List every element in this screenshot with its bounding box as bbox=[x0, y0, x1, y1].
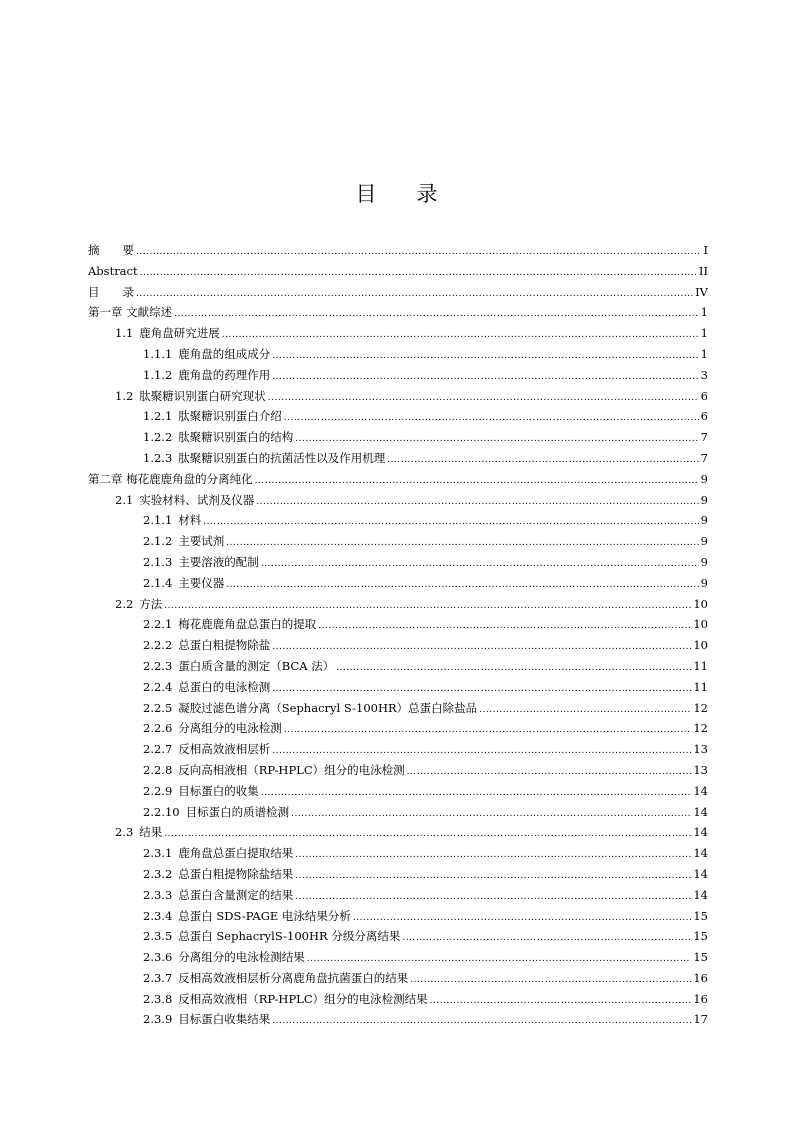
toc-dot-leader bbox=[174, 304, 699, 325]
toc-page-number: IV bbox=[695, 284, 708, 299]
toc-entry-title: 第一章 文献综述 bbox=[88, 305, 173, 320]
toc-dot-leader bbox=[353, 908, 691, 929]
toc-entry[interactable] bbox=[88, 718, 708, 739]
toc-page-number: 14 bbox=[693, 825, 708, 840]
toc-entry-number: 1.1.1 bbox=[143, 346, 173, 361]
toc-entry-title: 目标蛋白的质谱检测 bbox=[185, 804, 290, 819]
toc-entry-title: 分离组分的电泳检测结果 bbox=[178, 950, 305, 965]
toc-entry[interactable] bbox=[88, 906, 708, 927]
toc-entry[interactable] bbox=[88, 656, 708, 677]
toc-entry-number: 2.2.8 bbox=[143, 762, 173, 777]
toc-entry-number: 2.3.1 bbox=[143, 846, 173, 861]
toc-entry-title: 主要溶液的配制 bbox=[178, 554, 259, 569]
toc-page-number: 10 bbox=[693, 638, 708, 653]
toc-entry[interactable] bbox=[88, 822, 708, 843]
toc-entry[interactable] bbox=[88, 698, 708, 719]
toc-entry[interactable] bbox=[88, 406, 708, 427]
toc-entry[interactable] bbox=[88, 843, 708, 864]
toc-entry[interactable] bbox=[88, 989, 708, 1010]
toc-entry-title: 目标蛋白收集结果 bbox=[178, 1012, 271, 1027]
toc-entry[interactable] bbox=[88, 531, 708, 552]
toc-entry[interactable] bbox=[88, 885, 708, 906]
toc-dot-leader bbox=[272, 741, 691, 762]
toc-entry-number: 2.2.5 bbox=[143, 700, 173, 715]
toc-entry-number: 1.2.3 bbox=[143, 450, 173, 465]
toc-entry-number: 2.3.2 bbox=[143, 866, 173, 881]
toc-entry-title: 总蛋白 SDS-PAGE 电泳结果分析 bbox=[178, 908, 351, 923]
toc-entry-number: 2.2.2 bbox=[143, 638, 173, 653]
toc-entry[interactable] bbox=[88, 614, 708, 635]
toc-entry[interactable] bbox=[88, 469, 708, 490]
toc-entry-title: 肽聚糖识别蛋白的抗菌活性以及作用机理 bbox=[178, 450, 386, 465]
toc-entry[interactable] bbox=[88, 760, 708, 781]
toc-entry-title: 肽聚糖识别蛋白研究现状 bbox=[139, 388, 266, 403]
toc-dot-leader bbox=[226, 533, 698, 554]
toc-dot-leader bbox=[226, 575, 698, 596]
toc-page-number: 1 bbox=[700, 346, 708, 361]
toc-page-number: 16 bbox=[693, 991, 708, 1006]
toc-page-number: 12 bbox=[693, 721, 708, 736]
toc-dot-leader bbox=[407, 762, 692, 783]
toc-dot-leader bbox=[203, 512, 698, 533]
toc-page-number: 9 bbox=[700, 575, 708, 590]
toc-page-number: 14 bbox=[693, 846, 708, 861]
toc-dot-leader bbox=[268, 388, 699, 409]
page-title bbox=[0, 178, 793, 208]
toc-entry[interactable] bbox=[88, 739, 708, 760]
toc-dot-leader bbox=[256, 492, 698, 513]
toc-entry-number: 2.3.5 bbox=[143, 929, 173, 944]
toc-entry-title: 总蛋白粗提物除盐 bbox=[178, 638, 271, 653]
toc-dot-leader bbox=[291, 804, 691, 825]
toc-dot-leader bbox=[272, 679, 691, 700]
toc-page-number: 14 bbox=[693, 887, 708, 902]
toc-page-number: 13 bbox=[693, 762, 708, 777]
toc-dot-leader bbox=[136, 242, 701, 263]
toc-entry[interactable] bbox=[88, 261, 708, 282]
toc-entry[interactable] bbox=[88, 240, 708, 261]
toc-page-number: 10 bbox=[693, 596, 708, 611]
toc-page-number: 1 bbox=[700, 326, 708, 341]
toc-dot-leader bbox=[387, 450, 698, 471]
toc-entry-title: 反相高效液相（RP-HPLC）组分的电泳检测结果 bbox=[178, 991, 428, 1006]
toc-page-number: 16 bbox=[693, 970, 708, 985]
toc-entry-number: 1.1.2 bbox=[143, 367, 173, 382]
toc-dot-leader bbox=[272, 637, 691, 658]
toc-entry[interactable] bbox=[88, 802, 708, 823]
toc-entry-title: 反向高相液相（RP-HPLC）组分的电泳检测 bbox=[178, 762, 405, 777]
toc-page-number: 7 bbox=[700, 430, 708, 445]
toc-page-number: 9 bbox=[700, 534, 708, 549]
toc-page-number: 17 bbox=[693, 1012, 708, 1027]
toc-entry[interactable] bbox=[88, 344, 708, 365]
toc-page-number: 6 bbox=[700, 409, 708, 424]
toc-page-number: 15 bbox=[693, 929, 708, 944]
toc-dot-leader bbox=[222, 325, 699, 346]
toc-page-number: 9 bbox=[700, 492, 708, 507]
toc-entry[interactable] bbox=[88, 1009, 708, 1030]
toc-entry-title: 方法 bbox=[139, 596, 163, 611]
toc-dot-leader bbox=[410, 970, 691, 991]
toc-entry-title: 反相高效液相层析分离鹿角盘抗菌蛋白的结果 bbox=[178, 970, 409, 985]
toc-entry-number: 1.2.2 bbox=[143, 430, 173, 445]
toc-page-number: 10 bbox=[693, 617, 708, 632]
toc-page-number: 11 bbox=[693, 679, 708, 694]
toc-entry[interactable] bbox=[88, 864, 708, 885]
toc-entry[interactable] bbox=[88, 594, 708, 615]
toc-entry[interactable] bbox=[88, 781, 708, 802]
toc-entry-title: 总蛋白的电泳检测 bbox=[178, 679, 271, 694]
toc-page-number: 9 bbox=[700, 513, 708, 528]
toc-page-number: 1 bbox=[700, 305, 708, 320]
toc-entry-title: 梅花鹿鹿角盘总蛋白的提取 bbox=[178, 617, 317, 632]
toc-entry[interactable] bbox=[88, 386, 708, 407]
toc-dot-leader bbox=[261, 783, 692, 804]
toc-entry-title: 肽聚糖识别蛋白的结构 bbox=[178, 430, 294, 445]
toc-dot-leader bbox=[307, 949, 692, 970]
toc-entry[interactable] bbox=[88, 635, 708, 656]
toc-entry-title: 总蛋白 SephacrylS-100HR 分级分离结果 bbox=[178, 929, 401, 944]
toc-entry-title: 结果 bbox=[139, 825, 163, 840]
toc-page-number: 15 bbox=[693, 908, 708, 923]
toc-entry-number: 2.3.3 bbox=[143, 887, 173, 902]
toc-page-number: I bbox=[703, 243, 708, 257]
toc-entry-title: 实验材料、试剂及仪器 bbox=[139, 492, 255, 507]
toc-page-number: 9 bbox=[700, 554, 708, 569]
toc-entry-number: 1.2.1 bbox=[143, 409, 173, 424]
toc-entry-number: 1.1 bbox=[115, 326, 134, 341]
toc-page-number: 14 bbox=[693, 866, 708, 881]
toc-entry-title: 主要仪器 bbox=[178, 575, 225, 590]
toc-page-number: 14 bbox=[693, 804, 708, 819]
toc-dot-leader bbox=[318, 616, 691, 637]
toc-entry-number: 2.1.2 bbox=[143, 534, 173, 549]
toc-dot-leader bbox=[336, 658, 691, 679]
toc-entry-number: 2.3.7 bbox=[143, 970, 173, 985]
toc-entry[interactable] bbox=[88, 427, 708, 448]
toc-entry-title: 鹿角盘的组成成分 bbox=[178, 346, 271, 361]
toc-entry[interactable] bbox=[88, 926, 708, 947]
toc-page-number: II bbox=[698, 263, 708, 278]
toc-entry-number: 2.1.4 bbox=[143, 575, 173, 590]
toc-page-number: 13 bbox=[693, 742, 708, 757]
toc-dot-leader bbox=[402, 928, 691, 949]
toc-dot-leader bbox=[261, 554, 699, 575]
toc-dot-leader bbox=[272, 367, 698, 388]
toc-entry[interactable] bbox=[88, 968, 708, 989]
toc-page-number: 14 bbox=[693, 783, 708, 798]
toc-page-number: 6 bbox=[700, 388, 708, 403]
toc-entry-title: 鹿角盘的药理作用 bbox=[178, 367, 271, 382]
toc-entry-number: 2.2.3 bbox=[143, 658, 173, 673]
table-of-contents bbox=[88, 240, 708, 1030]
toc-page-number: 3 bbox=[700, 367, 708, 382]
toc-dot-leader bbox=[136, 284, 693, 305]
toc-entry[interactable] bbox=[88, 677, 708, 698]
toc-entry-number: 2.3.9 bbox=[143, 1012, 173, 1027]
toc-entry-title: 总蛋白粗提物除盐结果 bbox=[178, 866, 294, 881]
toc-entry-title: 主要试剂 bbox=[178, 534, 225, 549]
title-part-2: 录 bbox=[416, 182, 438, 206]
toc-dot-leader bbox=[430, 991, 692, 1012]
toc-entry-number: 2.2.9 bbox=[143, 783, 173, 798]
toc-entry[interactable] bbox=[88, 302, 708, 323]
toc-dot-leader bbox=[255, 471, 699, 492]
toc-entry-number: 2.2.4 bbox=[143, 679, 173, 694]
toc-entry-title: 目标蛋白的收集 bbox=[178, 783, 259, 798]
toc-entry-number: 2.1.1 bbox=[143, 513, 173, 528]
toc-entry-number: 2.3.4 bbox=[143, 908, 173, 923]
toc-dot-leader bbox=[272, 1011, 691, 1032]
toc-dot-leader bbox=[295, 887, 691, 908]
toc-entry-title: 蛋白质含量的测定（BCA 法） bbox=[178, 658, 335, 673]
toc-entry[interactable] bbox=[88, 510, 708, 531]
toc-entry-title: 目 录 bbox=[88, 284, 134, 299]
toc-page-number: 7 bbox=[700, 450, 708, 465]
toc-entry-number: 2.1 bbox=[115, 492, 134, 507]
toc-dot-leader bbox=[295, 866, 691, 887]
toc-entry-title: 凝胶过滤色谱分离（Sephacryl S-100HR）总蛋白除盐品 bbox=[178, 700, 478, 715]
toc-entry[interactable] bbox=[88, 947, 708, 968]
toc-entry[interactable] bbox=[88, 552, 708, 573]
toc-entry-title: 鹿角盘总蛋白提取结果 bbox=[178, 846, 294, 861]
toc-dot-leader bbox=[140, 263, 697, 284]
toc-entry-number: 2.3 bbox=[115, 825, 134, 840]
toc-entry-title: 肽聚糖识别蛋白介绍 bbox=[178, 409, 282, 424]
toc-dot-leader bbox=[164, 596, 691, 617]
toc-entry[interactable] bbox=[88, 282, 708, 303]
toc-entry-title: 总蛋白含量测定的结果 bbox=[178, 887, 294, 902]
toc-entry-title: 鹿角盘研究进展 bbox=[139, 326, 220, 341]
toc-page-number: 11 bbox=[693, 658, 708, 673]
toc-entry-title: 分离组分的电泳检测 bbox=[178, 721, 282, 736]
toc-entry-number: 2.2.1 bbox=[143, 617, 173, 632]
toc-page-number: 12 bbox=[693, 700, 708, 715]
toc-entry-number: 2.3.8 bbox=[143, 991, 173, 1006]
toc-entry-title: 摘 要 bbox=[88, 243, 134, 257]
toc-page-number: 9 bbox=[700, 471, 708, 486]
toc-entry[interactable] bbox=[88, 490, 708, 511]
toc-entry-title: 第二章 梅花鹿鹿角盘的分离纯化 bbox=[88, 471, 253, 486]
toc-entry-number: 2.2.7 bbox=[143, 742, 173, 757]
toc-dot-leader bbox=[164, 824, 691, 845]
toc-dot-leader bbox=[272, 346, 698, 367]
toc-entry-number: 2.3.6 bbox=[143, 950, 173, 965]
toc-dot-leader bbox=[479, 700, 691, 721]
toc-entry[interactable] bbox=[88, 448, 708, 469]
toc-entry-number: 2.2 bbox=[115, 596, 134, 611]
toc-entry[interactable] bbox=[88, 323, 708, 344]
toc-entry-number: 2.2.6 bbox=[143, 721, 173, 736]
toc-entry-number: 2.2.10 bbox=[143, 804, 180, 819]
toc-entry-title: 材料 bbox=[178, 513, 202, 528]
toc-dot-leader bbox=[284, 720, 692, 741]
toc-entry-title: Abstract bbox=[88, 263, 138, 278]
toc-entry[interactable] bbox=[88, 573, 708, 594]
toc-entry-number: 2.1.3 bbox=[143, 554, 173, 569]
toc-page-number: 15 bbox=[693, 950, 708, 965]
title-part-1: 目 bbox=[355, 182, 377, 206]
toc-dot-leader bbox=[284, 408, 699, 429]
toc-dot-leader bbox=[295, 429, 698, 450]
toc-entry[interactable] bbox=[88, 365, 708, 386]
toc-entry-number: 1.2 bbox=[115, 388, 134, 403]
toc-entry-title: 反相高效液相层析 bbox=[178, 742, 271, 757]
toc-dot-leader bbox=[295, 845, 691, 866]
